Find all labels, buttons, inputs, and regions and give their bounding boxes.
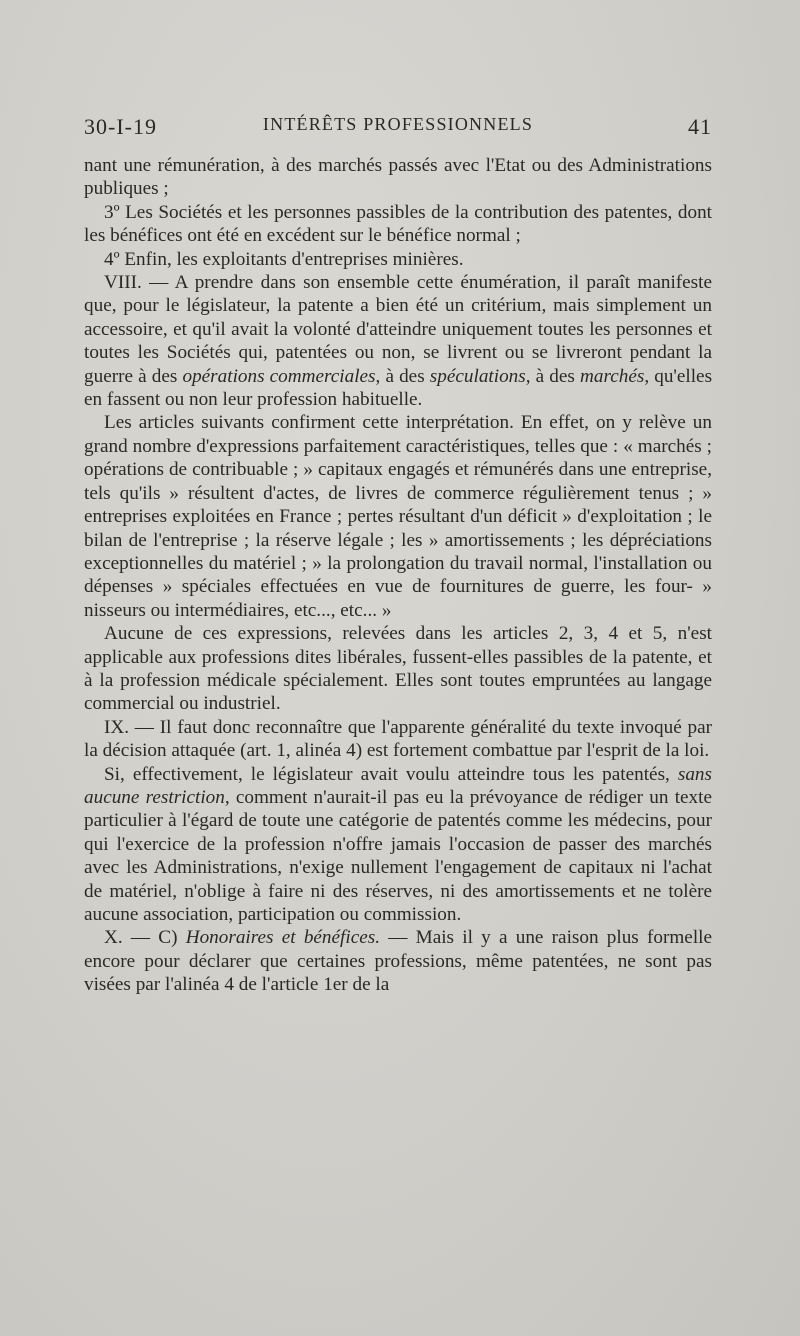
italic-run: sans aucune restriction	[84, 763, 712, 808]
paragraph	[84, 716, 712, 763]
paragraph	[84, 154, 712, 201]
paragraph	[84, 926, 712, 996]
italic-run: marchés	[580, 365, 645, 387]
paragraph	[84, 248, 712, 271]
italic-run: spéculations	[429, 365, 526, 387]
paragraph	[84, 201, 712, 248]
text-run: IX. — Il faut donc reconnaître que l'apparente généralité du texte invoqué par la décision attaquée (art. 1, alinéa 4) est fortement combattue par l'esprit de la loi.	[84, 716, 712, 762]
text-run: 3º Les Sociétés et les personnes passibles de la contribution des patentes, dont les bénéfices ont été en excédent sur le bénéfice normal ;	[84, 201, 712, 247]
header-date: 30-I-19	[84, 114, 157, 139]
text-run: Aucune de ces expressions, relevées dans les articles 2, 3, 4 et 5, n'est applicable aux professions dites libérales, fussent-elles passibles de la patente, et à la profession médicale spécialement. Elles sont toutes empruntées au langage commercial ou industriel.	[84, 623, 712, 715]
text-run: , à des	[525, 365, 580, 387]
text-run: VIII. — A prendre dans son ensemble cette énumération, il paraît manifeste que, pour le législateur, la patente a bien été un critérium, mais simplement un accessoire, et qu'il avait la volonté d'atteindre uniquement toutes les personnes et toutes les Sociétés qui, patentées ou non, se livrent ou se livreront pendant la guerre à des	[84, 272, 712, 387]
text-run: , qu'elles en fassent ou non leur profession habituelle.	[84, 365, 713, 411]
paragraph	[84, 622, 712, 716]
italic-run: opérations commerciales	[182, 365, 376, 387]
header-title: INTÉRÊTS PROFESSIONNELS	[262, 114, 534, 134]
text-run: Les articles suivants confirment cette interprétation. En effet, on y relève un grand nombre d'expressions parfaitement caractéristiques, telles que : « marchés ; opérations de contribuable ; » capitaux engagés et rémunérés dans une entreprise, tels qu'ils » résultent d'actes, de livres de commerce régulièrement tenus ; » entreprises exploitées en France ; pertes résultant d'un déficit » d'exploitation ; le bilan de l'entreprise ; la réserve légale ; les » amortissements ; les dépréciations exceptionnelles du matériel ; » la prolongation du travail normal, l'installation ou dépenses » spéciales effectuées en vue de fournitures de guerre, les four- » nisseurs ou intermédiaires, etc..., etc... »	[84, 412, 712, 621]
text-run: X. — C)	[104, 927, 186, 949]
page-number: 41	[688, 114, 712, 139]
text-run: 4º Enfin, les exploitants d'entreprises minières.	[104, 248, 464, 270]
paragraph	[84, 411, 712, 622]
text-run: , comment n'aurait-il pas eu la prévoyance de rédiger un texte particulier à l'égard de toute une catégorie de patentés comme les médecins, pour qui l'exercice de la profession n'offre jamais l'occasion de passer des marchés avec les Administrations, n'exige nullement l'engagement de capitaux ni l'achat de matériel, n'oblige à faire ni des réserves, ni des amortissements et ne tolère aucune association, participation ou commission.	[84, 786, 712, 925]
body-text	[84, 154, 712, 997]
text-run: — Mais il y a une raison plus formelle encore pour déclarer que certaines professions, même patentées, ne sont pas visées par l'alinéa 4 de l'article 1er de la	[84, 927, 712, 996]
text-run: Si, effectivement, le législateur avait voulu atteindre tous les patentés,	[104, 763, 678, 785]
paragraph	[84, 763, 712, 927]
italic-run: Honoraires et bénéfices.	[185, 927, 380, 949]
text-run: nant une rémunération, à des marchés passés avec l'Etat ou des Administrations publiques ;	[84, 155, 712, 200]
text-run: , à des	[375, 365, 430, 387]
paragraph	[84, 271, 712, 411]
